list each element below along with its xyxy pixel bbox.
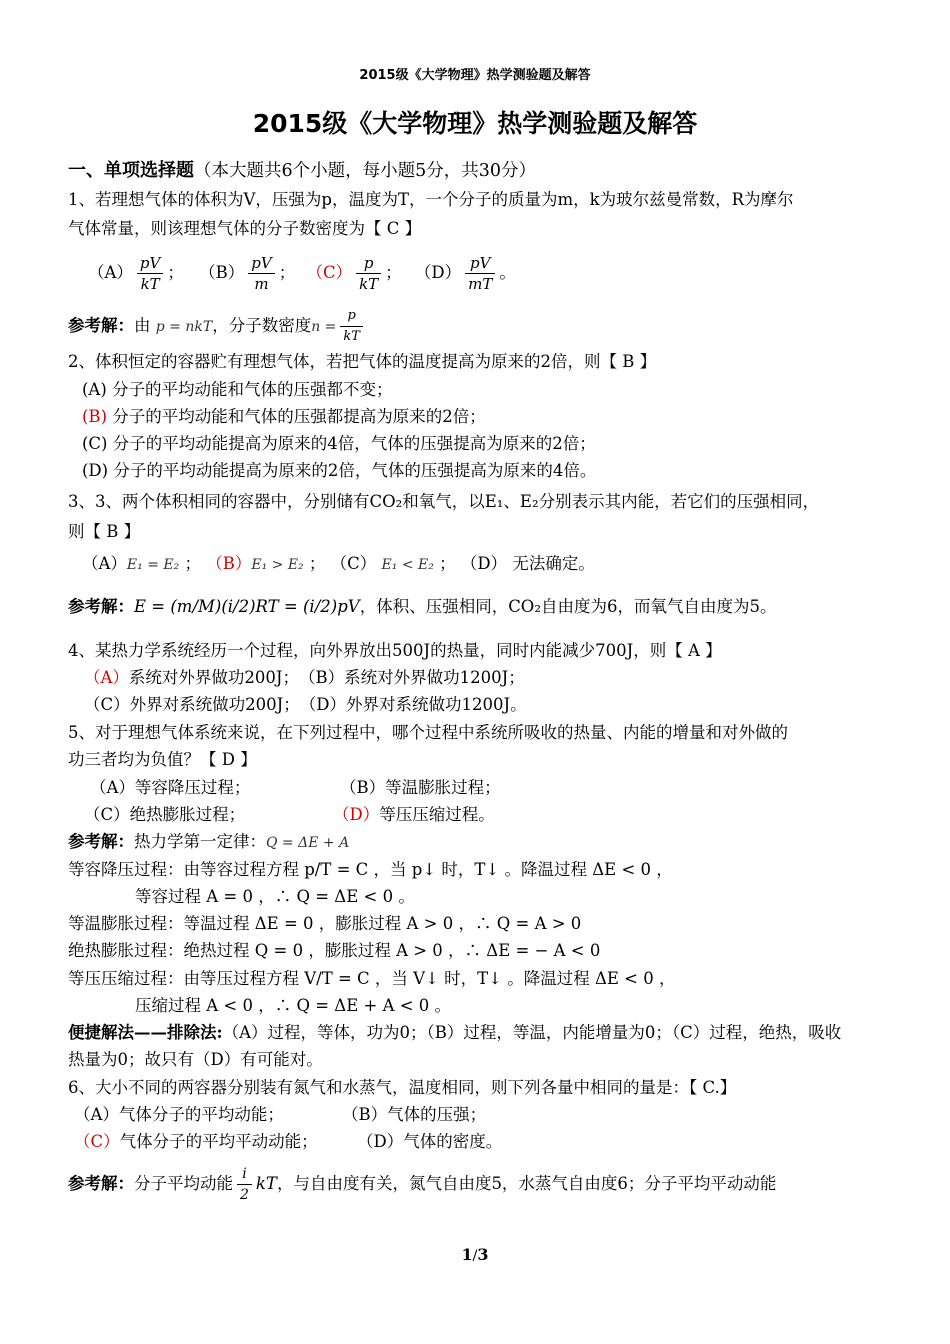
q1-options <box>88 250 882 296</box>
section-heading: 一、单项选择题（本大题共6个小题，每小题5分，共30分） <box>68 160 537 181</box>
q5-options-row1 <box>90 777 882 799</box>
q6-option-d[interactable]: （D）气体的密度。 <box>357 1132 503 1151</box>
q5-explain-2: 等容过程 A = 0 ，∴ Q = ΔE < 0 。 <box>135 887 415 906</box>
q2-option-c[interactable]: (C) 分子的平均动能提高为原来的4倍，气体的压强提高为原来的2倍； <box>82 434 596 453</box>
q5-stem-line1: 5、对于理想气体系统来说，在下列过程中，哪个过程中系统所吸收的热量、内能的增量和对外做的 <box>68 723 788 742</box>
q2-option-d[interactable]: (D) 分子的平均动能提高为原来的2倍，气体的压强提高为原来的4倍。 <box>82 461 597 480</box>
q3-option-a[interactable]: （A）E₁ = E₂ ； <box>82 554 201 573</box>
q3-option-c[interactable]: （C） E₁ < E₂ ； <box>330 554 456 573</box>
q4-option-b[interactable]: （B）系统对外界做功1200J； <box>299 668 525 687</box>
q2-stem: 2、体积恒定的容器贮有理想气体，若把气体的温度提高为原来的2倍，则【 B 】 <box>68 352 657 371</box>
q5-options-row2 <box>84 804 882 826</box>
q1-stem-line2: 气体常量，则该理想气体的分子数密度为【 C 】 <box>68 219 422 238</box>
q6-option-c[interactable]: （C）气体分子的平均平动动能； <box>74 1132 318 1151</box>
page-number: 1/3 <box>461 1245 489 1264</box>
q3-stem-line2: 则【 B 】 <box>68 522 141 541</box>
q5-option-c[interactable]: （C）绝热膨胀过程； <box>84 805 246 824</box>
q2-option-b[interactable]: (B) 分子的平均动能和气体的压强都提高为原来的2倍； <box>82 407 486 426</box>
q3-option-d[interactable]: （D） 无法确定。 <box>460 554 595 573</box>
q2-option-a[interactable]: (A) 分子的平均动能和气体的压强都不变； <box>82 380 393 399</box>
q6-stem: 6、大小不同的两容器分别装有氮气和水蒸气，温度相同，则下列各量中相同的量是：【 C.】 <box>68 1078 737 1097</box>
q1-option-b[interactable]: （B） $\frac{pV}{m}$ ； <box>199 254 296 293</box>
q5-explain-5: 等压压缩过程：由等压过程方程 V/T = C ，当 V↓ 时，T↓ 。降温过程 ΔE < 0 ， <box>68 969 676 988</box>
q3-options <box>82 553 882 576</box>
q5-quick-method-line2: 热量为0；故只有（D）有可能对。 <box>68 1050 323 1069</box>
q6-option-b[interactable]: （B）气体的压强； <box>342 1105 487 1124</box>
q1-option-d[interactable]: （D） $\frac{pV}{mT}$ 。 <box>414 254 516 293</box>
q1-option-c[interactable]: （C） $\frac{p}{kT}$ ； <box>306 254 402 293</box>
page-title: 2015级《大学物理》热学测验题及解答 <box>252 109 698 138</box>
q5-option-b[interactable]: （B）等温膨胀过程； <box>340 778 501 797</box>
q1-option-a[interactable]: （A） $\frac{pV}{kT}$ ； <box>88 254 184 293</box>
q5-stem-line2: 功三者均为负值？【 D 】 <box>68 750 257 769</box>
q5-reference: 参考解：热力学第一定律：Q = ΔE + A <box>68 832 350 851</box>
q4-options-row2 <box>84 694 882 716</box>
q5-explain-3: 等温膨胀过程：等温过程 ΔE = 0 ，膨胀过程 A > 0 ，∴ Q = A > 0 <box>68 914 582 933</box>
q3-stem-line1: 3、3、两个体积相同的容器中，分别储有CO₂和氧气，以E₁、E₂分别表示其内能，若它们的压强相同， <box>68 492 820 511</box>
q6-option-a[interactable]: （A）气体分子的平均动能； <box>74 1105 284 1124</box>
q5-explain-4: 绝热膨胀过程：绝热过程 Q = 0 ，膨胀过程 A > 0 ，∴ ΔE = − A < 0 <box>68 941 601 960</box>
q6-options-row2 <box>74 1131 882 1153</box>
q4-stem: 4、某热力学系统经历一个过程，向外界放出500J的热量，同时内能减少700J，则【 A 】 <box>68 641 722 660</box>
running-header: 2015级《大学物理》热学测验题及解答 <box>359 68 591 83</box>
q5-option-a[interactable]: （A）等容降压过程； <box>90 778 251 797</box>
q5-explain-6: 压缩过程 A < 0 ，∴ Q = ΔE + A < 0 。 <box>135 996 452 1015</box>
q5-explain-1: 等容降压过程：由等容过程方程 p/T = C ，当 p↓ 时，T↓ 。降温过程 ΔE < 0 ， <box>68 860 673 879</box>
q4-options-row1 <box>84 667 882 689</box>
q4-option-c[interactable]: （C）外界对系统做功200J； <box>84 695 300 714</box>
q4-option-a[interactable]: （A）系统对外界做功200J； <box>84 668 300 687</box>
q5-quick-method-line1: 便捷解法——排除法:（A）过程，等体，功为0；（B）过程，等温，内能增量为0；（C）过程，绝热，吸收 <box>68 1023 842 1042</box>
q3-reference: 参考解：E = (m/M)(i/2)RT = (i/2)pV，体积、压强相同，CO₂自由度为6，而氧气自由度为5。 <box>68 597 777 616</box>
q1-reference: 参考解：由 p = nkT，分子数密度n = $\frac{p}{kT}$ <box>68 304 882 348</box>
q6-options-row1 <box>74 1104 882 1126</box>
q1-stem-line1: 1、若理想气体的体积为V，压强为p，温度为T，一个分子的质量为m，k为玻尔兹曼常数，R为摩尔 <box>68 190 794 209</box>
q3-option-b[interactable]: （B）E₁ > E₂ ； <box>206 554 326 573</box>
q6-reference: 参考解：分子平均动能 $\frac{i}{2}$ kT，与自由度有关，氮气自由度5，水蒸气自由度6；分子平均平动动能 <box>68 1166 777 1203</box>
q4-option-d[interactable]: （D）外界对系统做功1200J。 <box>299 695 527 714</box>
q5-option-d[interactable]: （D）等压压缩过程。 <box>333 805 495 824</box>
